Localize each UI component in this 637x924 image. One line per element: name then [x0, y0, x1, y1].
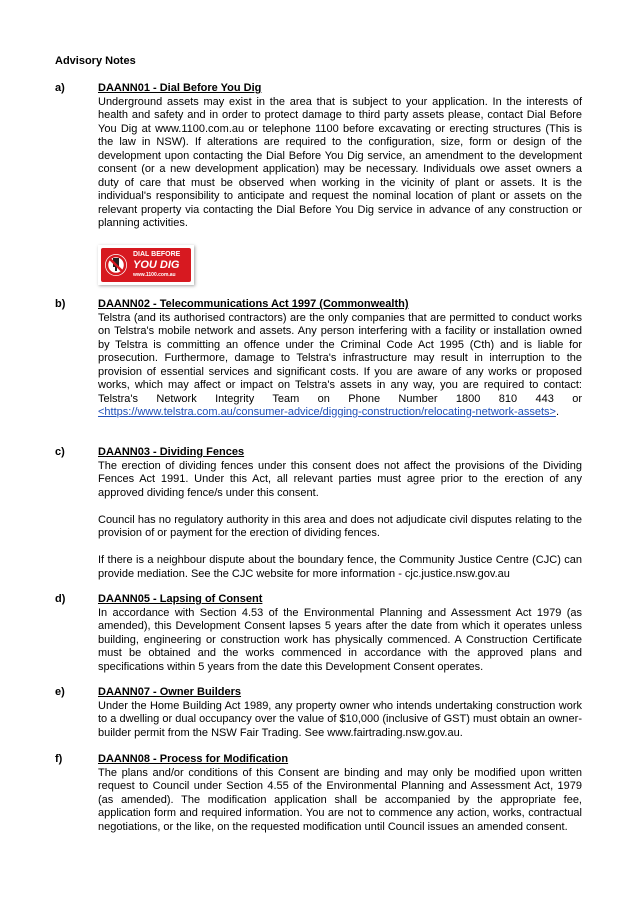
note-letter: c)	[55, 446, 65, 458]
no-dig-icon	[101, 248, 131, 282]
note-paragraph: In accordance with Section 4.53 of the Environmental Planning and Assessment Act 1979 (as amended), this Development Consent lapses 5 years after the date from which it operates unless building, engineering or construction work has physically commenced. A Construction Certificate must be obtained and the works commenced in accordance with the approved plans and specifications within 5 years from the date this Development Consent operates.	[98, 606, 582, 673]
note-letter: b)	[55, 298, 66, 310]
logo-line-2: YOU DIG	[133, 259, 180, 271]
note-title: DAANN03 - Dividing Fences	[98, 446, 245, 458]
logo-line-1: DIAL BEFORE	[133, 251, 181, 258]
note-paragraph: The plans and/or conditions of this Consent are binding and may only be modified upon written request to Council under Section 4.55 of the Environmental Planning and Assessment Act, 1979 (as amended). The modification application shall be accompanied by the appropriate fee, application form and required information. You are not to commence any action, works, contractual negotiations, or the like, on the requested modification until Council issues an amended consent.	[98, 766, 582, 833]
note-a	[55, 82, 582, 231]
note-b	[55, 298, 582, 420]
note-title: DAANN07 - Owner Builders	[98, 686, 242, 698]
note-d	[55, 593, 582, 674]
note-paragraph: The erection of dividing fences under this consent does not affect the provisions of the Dividing Fences Act 1991. Under this Act, all relevant parties must agree prior to the erection of any approved dividing fence/s under this consent.	[98, 459, 582, 499]
note-title: DAANN02 - Telecommunications Act 1997 (Commonwealth)	[98, 298, 409, 310]
note-paragraph: Telstra (and its authorised contractors) are the only companies that are permitted to conduct works on Telstra's mobile network and assets. Any person interfering with a facility or installation owned by Telstra is committing an offence under the Criminal Code Act 1995 (Cth) and is liable for prosecution. Furthermore, damage to Telstra's infrastructure may result in interruption to the provision of essential services and significant costs. If you are aware of any works or proposed works, which may affect or impact on Telstra's assets in any way, you are required to contact: Telstra's Network Integrity Team on Phone Number 1800 810 443 or <https://www.telstra.com.au/consumer-advice/digging-construction/relocating-network-assets>.	[98, 311, 582, 418]
note-letter: e)	[55, 686, 65, 698]
telstra-link[interactable]: <https://www.telstra.com.au/consumer-advice/digging-construction/relocating-network-assets>	[98, 406, 556, 418]
note-paragraph: If there is a neighbour dispute about the boundary fence, the Community Justice Centre (CJC) can provide mediation. See the CJC website for more information - cjc.justice.nsw.gov.au	[98, 554, 582, 580]
note-f	[55, 753, 582, 834]
note-paragraph: Under the Home Building Act 1989, any property owner who intends undertaking construction work to a dwelling or dual occupancy over the value of $10,000 (inclusive of GST) must obtain an owner-builder permit from the NSW Fair Trading. See www.fairtrading.nsw.gov.au.	[98, 699, 582, 739]
note-title: DAANN05 - Lapsing of Consent	[98, 593, 263, 605]
note-title: DAANN08 - Process for Modification	[98, 753, 289, 765]
page-heading: Advisory Notes	[55, 55, 136, 67]
note-c	[55, 446, 582, 581]
note-paragraph: Council has no regulatory authority in this area and does not adjudicate civil disputes relating to the provision of or payment for the erection of dividing fences.	[98, 513, 582, 539]
note-letter: f)	[55, 753, 63, 765]
note-e	[55, 686, 582, 740]
note-title: DAANN01 - Dial Before You Dig	[98, 82, 262, 94]
dial-before-you-dig-logo	[98, 245, 194, 285]
logo-url: www.1100.com.au	[133, 272, 176, 278]
note-letter: d)	[55, 593, 66, 605]
note-letter: a)	[55, 82, 65, 94]
note-paragraph: Underground assets may exist in the area that is subject to your application. In the interests of health and safety and in order to protect damage to third party assets please, contact Dial Before You Dig at www.1100.com.au or telephone 1100 before excavating or erecting structures (This is the law in NSW). If alterations are required to the configuration, size, form or design of the development upon contacting the Dial Before You Dig service, an amendment to the development consent (or a new development application) may be necessary. Individuals owe asset owners a duty of care that must be observed when working in the vicinity of plant or assets. It is the individual's responsibility to anticipate and request the nominal location of plant or assets on the relevant property via contacting the Dial Before You Dig service in advance of any construction or planning activities.	[98, 95, 582, 229]
